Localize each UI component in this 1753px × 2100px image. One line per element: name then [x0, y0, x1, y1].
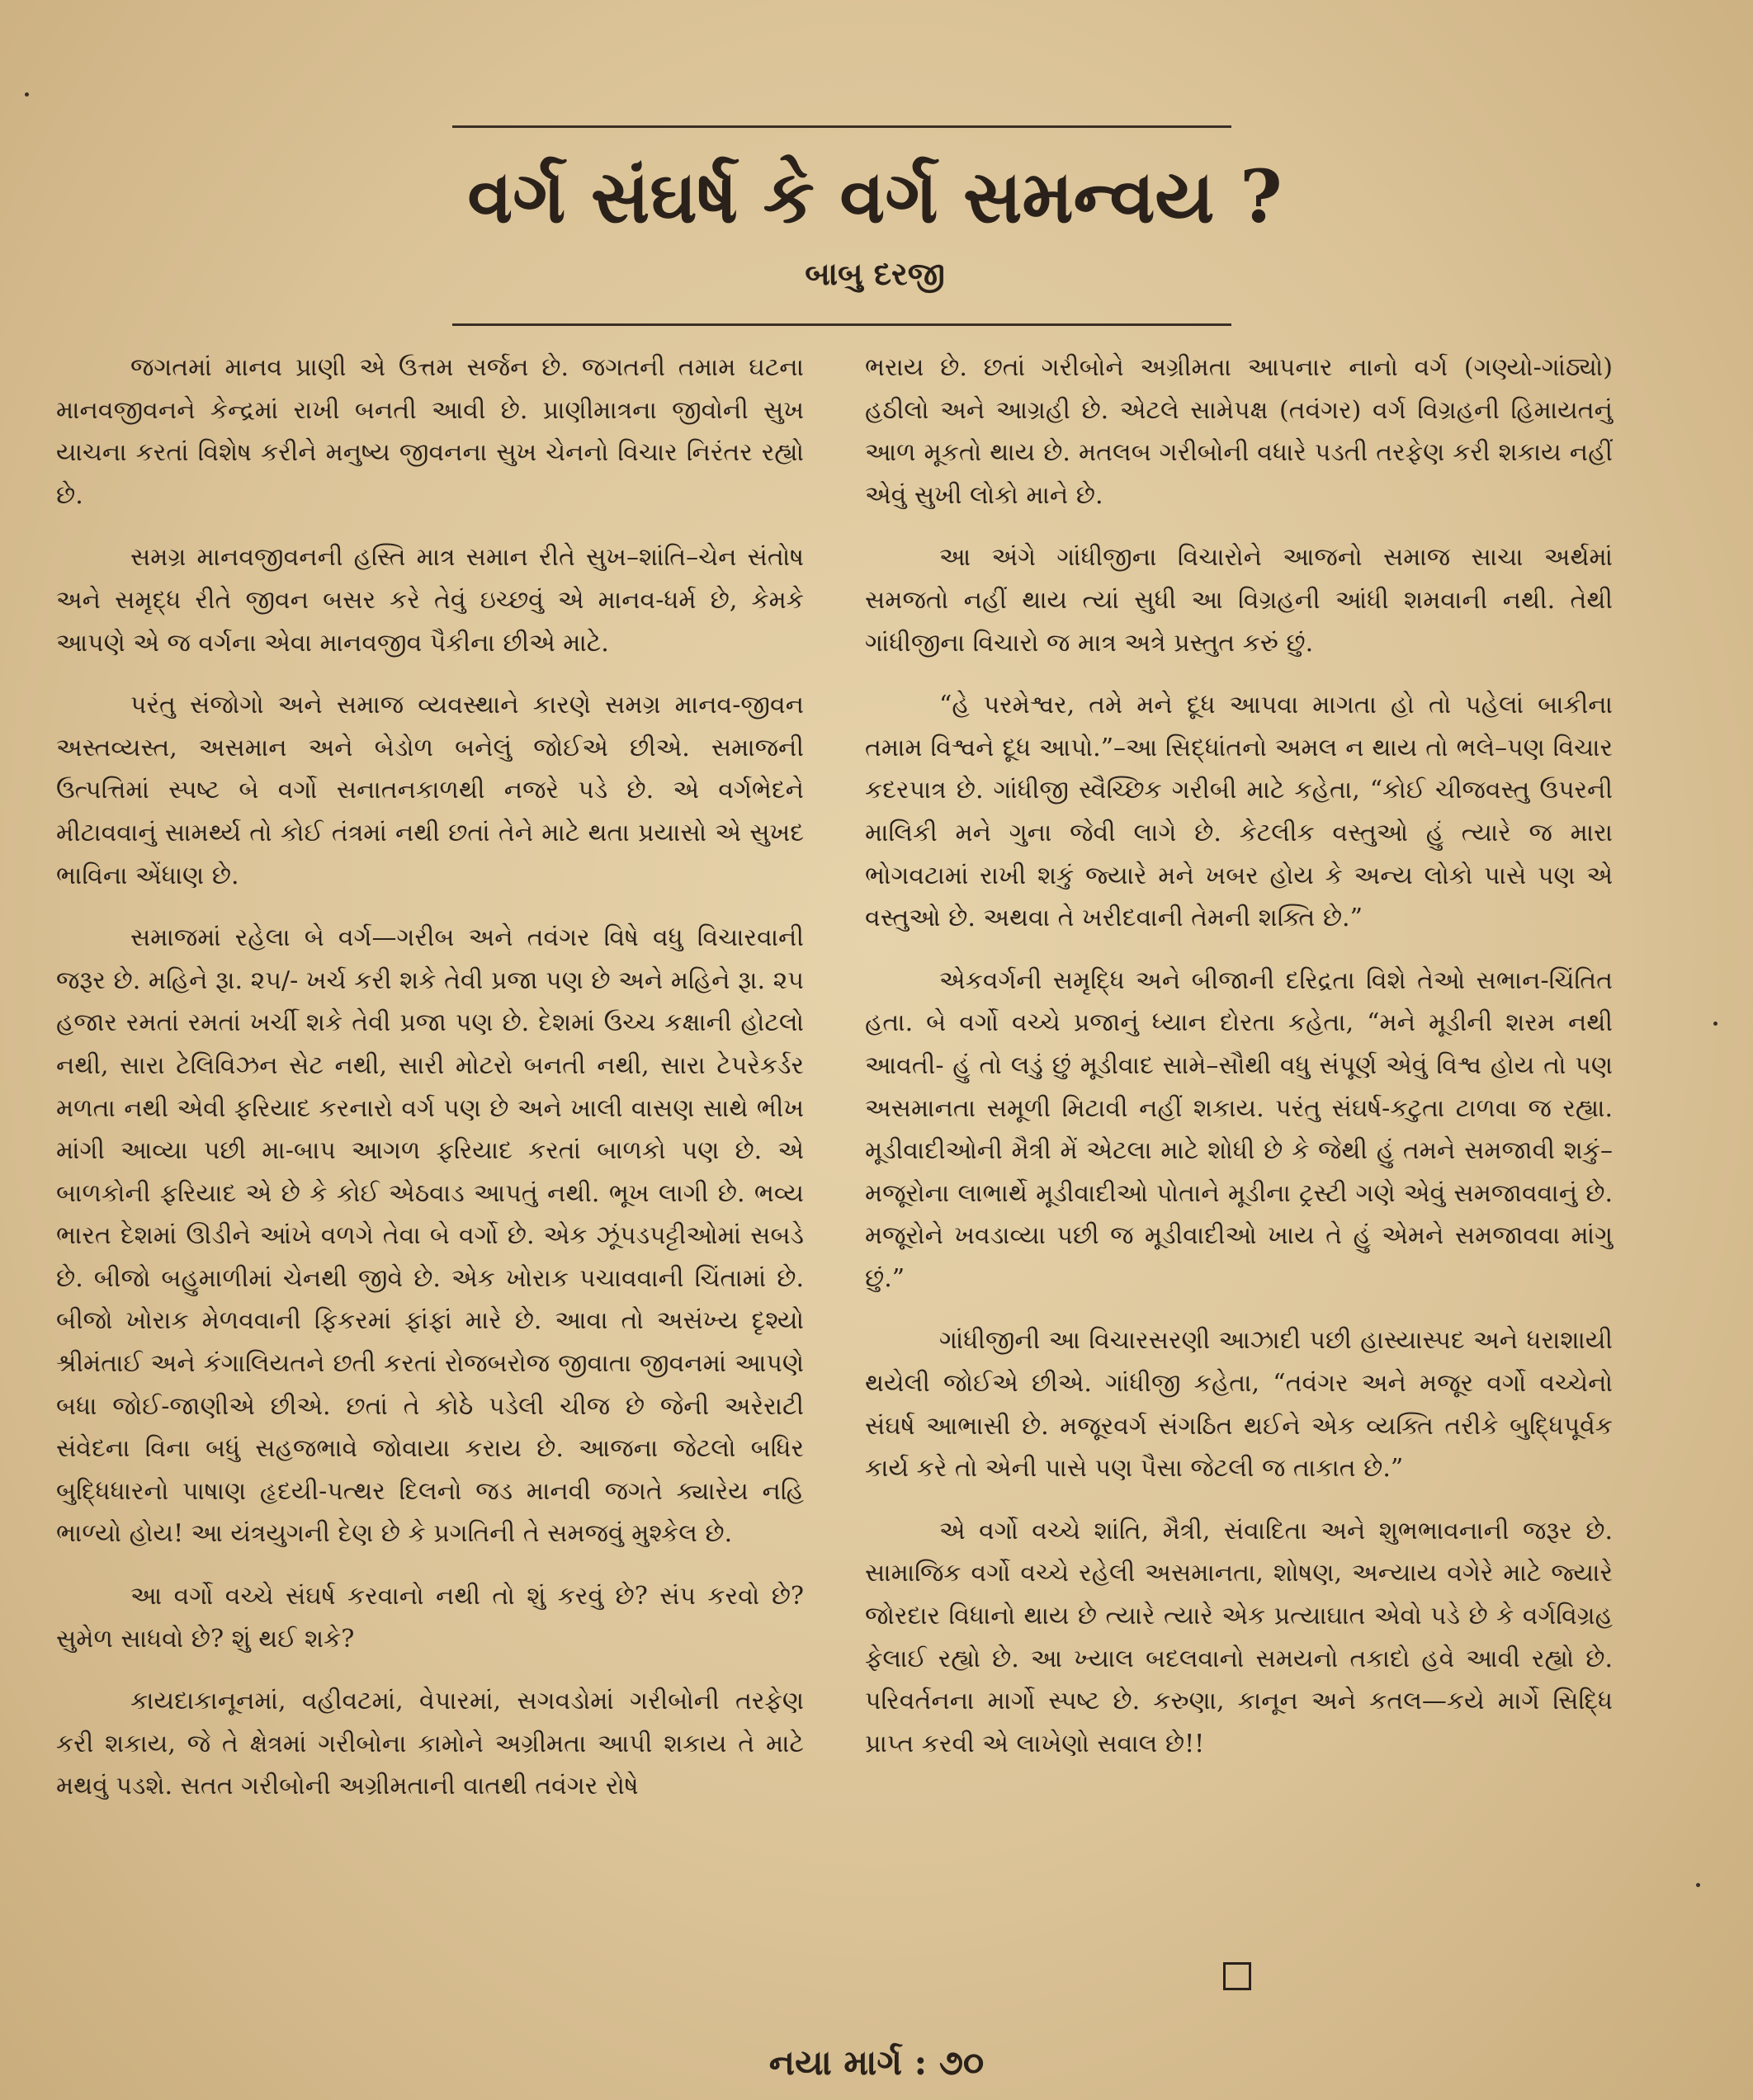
paragraph: આ અંગે ગાંધીજીના વિચારોને આજનો સમાજ સાચા અર્થમાં સમજતો નહીં થાય ત્યાં સુધી આ વિગ્રહની આંધી શમવાની નથી. તેથી ગાંધીજીના વિચારો જ માત્ર અત્રે પ્રસ્તુત કરું છું.	[865, 543, 1613, 658]
paragraph: ભરાય છે. છતાં ગરીબોને અગ્રીમતા આપનાર નાનો વર્ગ (ગણ્યો-ગાંઠ્યો) હઠીલો અને આગ્રહી છે. એટલે સામેપક્ષ (તવંગર) વર્ગ વિગ્રહની હિમાયતનું આળ મૂકતો થાય છે. મતલબ ગરીબોની વધારે પડતી તરફેણ કરી શકાય નહીં એવું સુખી લોકો માને છે.	[865, 353, 1613, 510]
paragraph: કાયદાકાનૂનમાં, વહીવટમાં, વેપારમાં, સગવડોમાં ગરીબોની તરફેણ કરી શકાય, જે તે ક્ષેત્રમાં ગરીબોના કામોને અગ્રીમતા આપી શકાય તે માટે મથવું પડશે. સતત ગરીબોની અગ્રીમતાની વાતથી તવંગર રોષે	[56, 1687, 804, 1801]
bottom-rule	[452, 323, 1231, 326]
article-title: વર્ગ સંઘર્ષ કે વર્ગ સમન્વય ?	[467, 153, 1283, 239]
paragraph: સમાજમાં રહેલા બે વર્ગ—ગરીબ અને તવંગર વિષે વધુ વિચારવાની જરૂર છે. મહિને રૂા. ૨૫/- ખર્ચ કરી શકે તેવી પ્રજા પણ છે અને મહિને રૂા. ૨૫ હજાર રમતાં રમતાં ખર્ચી શકે તેવી પ્રજા પણ છે. દેશમાં ઉચ્ચ કક્ષાની હોટલો નથી, સારા ટેલિવિઝન સેટ નથી, સારી મોટરો બનતી નથી, સારા ટેપરેકર્ડર મળતા નથી એવી ફરિયાદ કરનારો વર્ગ પણ છે અને ખાલી વાસણ સાથે ભીખ માંગી આવ્યા પછી મા-બાપ આગળ ફરિયાદ કરતાં બાળકો પણ છે. એ બાળકોની ફરિયાદ એ છે કે કોઈ એઠવાડ આપતું નથી. ભૂખ લાગી છે. ભવ્ય ભારત દેશમાં ઊડીને આંખે વળગે તેવા બે વર્ગો છે. એક ઝૂંપડપટ્ટીઓમાં સબડે છે. બીજો બહુમાળીમાં ચેનથી જીવે છે. એક ખોરાક પચાવવાની ચિંતામાં છે. બીજો ખોરાક મેળવવાની ફિકરમાં ફાંફાં મારે છે. આવા તો અસંખ્ય દૃશ્યો શ્રીમંતાઈ અને કંગાલિયતને છતી કરતાં રોજબરોજ જીવાતા જીવનમાં આપણે બધા જોઈ-જાણીએ છીએ. છતાં તે કોઠે પડેલી ચીજ છે જેની અરેરાટી સંવેદના વિના બધું સહજભાવે જોવાયા કરાય છે. આજના જેટલો બધિર બુદ્ધિધારનો પાષાણ હૃદયી-પત્થર દિલનો જડ માનવી જગતે ક્યારેય નહિ ભાળ્યો હોય! આ યંત્રયુગની દેણ છે કે પ્રગતિની તે સમજવું મુશ્કેલ છે.	[56, 923, 804, 1549]
paper-speck	[1696, 1883, 1700, 1887]
paragraph: એ વર્ગો વચ્ચે શાંતિ, મૈત્રી, સંવાદિતા અને શુભભાવનાની જરૂર છે. સામાજિક વર્ગો વચ્ચે રહેલી અસમાનતા, શોષણ, અન્યાય વગેરે માટે જ્યારે જોરદાર વિધાનો થાય છે ત્યારે ત્યારે એક પ્રત્યાઘાત એવો પડે છે કે વર્ગવિગ્રહ ફેલાઈ રહ્યો છે. આ ખ્યાલ બદલવાનો સમયનો તકાદો હવે આવી રહ્યો છે. પરિવર્તનના માર્ગો સ્પષ્ટ છે. કરુણા, કાનૂન અને કતલ—કયે માર્ગે સિદ્ધિ પ્રાપ્ત કરવી એ લાખેણો સવાલ છે!!	[865, 1516, 1613, 1758]
paragraph: એકવર્ગની સમૃદ્ધિ અને બીજાની દરિદ્રતા વિશે તેઓ સભાન-ચિંતિત હતા. બે વર્ગો વચ્ચે પ્રજાનું ધ્યાન દોરતા કહેતા, “મને મૂડીની શરમ નથી આવતી- હું તો લડું છું મૂડીવાદ સામે–સૌથી વધુ સંપૂર્ણ એવું વિશ્વ હોય તો પણ અસમાનતા સમૂળી મિટાવી નહીં શકાય. પરંતુ સંઘર્ષ-કટુતા ટાળવા જ રહ્યા. મૂડીવાદીઓની મૈત્રી મેં એટલા માટે શોધી છે કે જેથી હું તમને સમજાવી શકું–મજૂરોના લાભાર્થે મૂડીવાદીઓ પોતાને મૂડીના ટ્રસ્ટી ગણે એવું સમજાવવાનું છે. મજૂરોને ખવડાવ્યા પછી જ મૂડીવાદીઓ ખાય તે હું એમને સમજાવવા માંગુ છું.”	[865, 965, 1613, 1293]
article-author: બાબુ દરજી	[805, 255, 945, 292]
page-footer: નયા માર્ગ : ૭૦	[768, 2042, 985, 2083]
paragraph: આ વર્ગો વચ્ચે સંઘર્ષ કરવાનો નથી તો શું કરવું છે? સંપ કરવો છે? સુમેળ સાધવો છે? શું થઈ શકે?	[56, 1582, 804, 1654]
top-rule	[452, 125, 1231, 128]
right-column	[865, 347, 1613, 1785]
paragraph: ગાંધીજીની આ વિચારસરણી આઝાદી પછી હાસ્યાસ્પદ અને ધરાશાયી થયેલી જોઈએ છીએ. ગાંધીજી કહેતા, “તવંગર અને મજૂર વર્ગો વચ્ચેનો સંઘર્ષ આભાસી છે. મજૂરવર્ગ સંગઠિત થઈને એક વ્યક્તિ તરીકે બુદ્ધિપૂર્વક કાર્ય કરે તો એની પાસે પણ પૈસા જેટલી જ તાકાત છે.”	[865, 1326, 1613, 1484]
paragraph: જગતમાં માનવ પ્રાણી એ ઉત્તમ સર્જન છે. જગતની તમામ ઘટના માનવજીવનને કેન્દ્રમાં રાખી બનતી આવી છે. પ્રાણીમાત્રના જીવોની સુખ યાચના કરતાં વિશેષ કરીને મનુષ્ય જીવનના સુખ ચેનનો વિચાર નિરંતર રહ્યો છે.	[56, 353, 804, 510]
paragraph: “હે પરમેશ્વર, તમે મને દૂધ આપવા માગતા હો તો પહેલાં બાકીના તમામ વિશ્વને દૂધ આપો.”–આ સિદ્ધાંતનો અમલ ન થાય તો ભલે–પણ વિચાર કદરપાત્ર છે. ગાંધીજી સ્વૈચ્છિક ગરીબી માટે કહેતા, “કોઈ ચીજવસ્તુ ઉપરની માલિકી મને ગુના જેવી લાગે છે. કેટલીક વસ્તુઓ હું ત્યારે જ મારા ભોગવટામાં રાખી શકું જ્યારે મને ખબર હોય કે અન્ય લોકો પાસે પણ એ વસ્તુઓ છે. અથવા તે ખરીદવાની તેમની શક્તિ છે.”	[865, 691, 1613, 933]
paper-speck	[1713, 1022, 1718, 1026]
paragraph: સમગ્ર માનવજીવનની હસ્તિ માત્ર સમાન રીતે સુખ–શાંતિ–ચેન સંતોષ અને સમૃદ્ધ રીતે જીવન બસર કરે તેવું ઇચ્છવું એ માનવ-ધર્મ છે, કેમકે આપણે એ જ વર્ગના એવા માનવજીવ પૈકીના છીએ માટે.	[56, 543, 804, 658]
paper-speck	[25, 92, 29, 97]
end-of-article-mark	[1223, 1962, 1251, 1990]
paragraph: પરંતુ સંજોગો અને સમાજ વ્યવસ્થાને કારણે સમગ્ર માનવ-જીવન અસ્તવ્યસ્ત, અસમાન અને બેડોળ બનેલું જોઈએ છીએ. સમાજની ઉત્પત્તિમાં સ્પષ્ટ બે વર્ગો સનાતનકાળથી નજરે પડે છે. એ વર્ગભેદને મીટાવવાનું સામર્થ્ય તો કોઈ તંત્રમાં નથી છતાં તેને માટે થતા પ્રયાસો એ સુખદ ભાવિના એંધાણ છે.	[56, 691, 804, 890]
left-column	[56, 347, 804, 1828]
